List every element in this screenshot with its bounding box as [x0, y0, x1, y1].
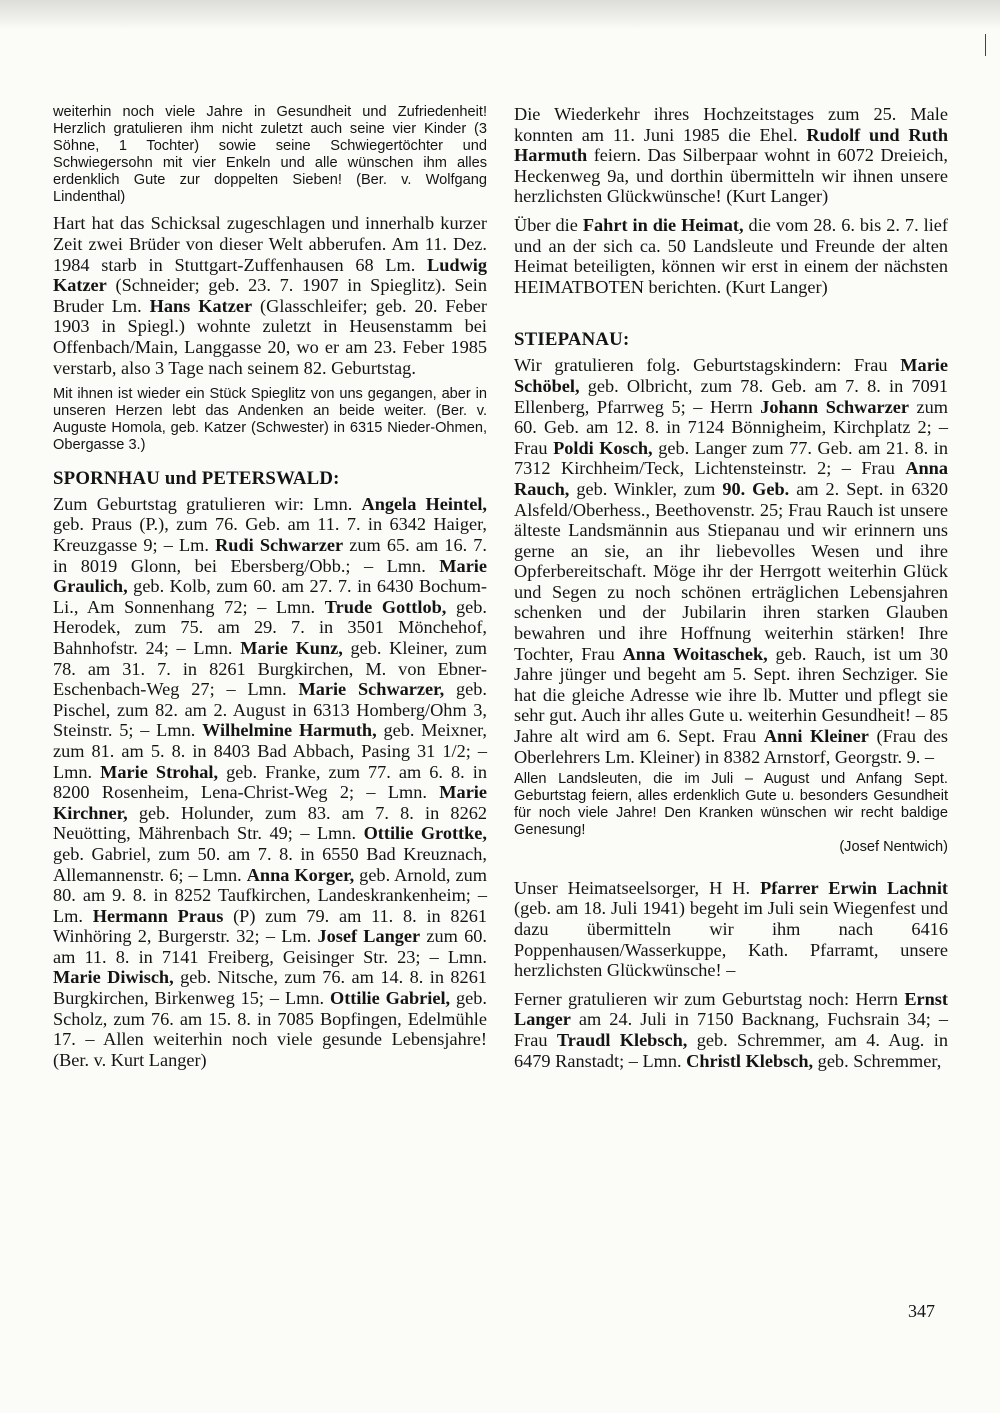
bold-name: Rudolf und Ruth Harmuth [514, 124, 948, 166]
text-run: Wir gratulieren folg. Geburtstagskindern: Frau [514, 355, 901, 376]
text-run: (P) zum 79. am 11. 8. in 8261 Winhöring 2, Burgerstr. 32; – Lm. [53, 905, 487, 947]
bold-name: Traudl Klebsch, [556, 1029, 688, 1050]
scan-mark [985, 34, 991, 56]
bold-name: Hermann Praus [92, 905, 224, 926]
paragraph-homeland-trip [514, 215, 948, 297]
bold-name: Ottilie Grottke, [363, 823, 487, 844]
signature-nentwich: (Josef Nentwich) [839, 838, 948, 855]
bold-name: 90. Geb. [722, 478, 790, 499]
bold-name: Christl Klebsch, [686, 1050, 814, 1071]
text-run: geb. Schremmer, [813, 1050, 942, 1071]
text-run: zum 60. am 11. 8. in 7141 Freiberg, Geisinger Str. 23; – Lmn. [53, 926, 488, 967]
text-run: am 2. Sept. in 6320 Alsfeld/Oberhess., Beethovenstr. 25; Frau Rauch ist unsere älteste Landsmännin aus Stiepanau und wir erinnern uns gerne an sie, an ihr liebevolles Wesen und ihre Opferbereitschaft. Möge ihr der Herrgott weiterhin Glück und Segen zu noch schönen erträglichen Lebensjahren schenken und der Jubilarin ihren starken Glauben bewahren und ihre Hoffnung weiterhin stärken! Ihre Tochter, Frau [514, 478, 948, 664]
bold-name: Pfarrer Erwin Lachnit [760, 877, 948, 898]
scan-shadow [0, 0, 1000, 30]
text-run: zum 60. Geb. am 12. 8. in 7124 Bönnigheim, Kirchplatz 2; – Frau [514, 396, 948, 458]
bold-name: Marie Kirchner, [53, 782, 487, 823]
bold-name: Fahrt in die Heimat, [582, 214, 744, 235]
bold-name: Johann Schwarzer [760, 396, 909, 417]
text-run: geb. Arnold, zum 80. am 9. 8. in 8252 Taufkirchen, Landeskrankenheim; – Lm. [53, 864, 487, 926]
bold-name: Marie Strohal, [100, 761, 219, 782]
bold-name: Josef Langer [317, 926, 421, 947]
paragraph-pfarrer-lachnit [514, 878, 948, 981]
right-column [514, 104, 948, 1071]
text-run: am 24. Juli in 7150 Backnang, Fuchsrain 34; – Frau [514, 1009, 948, 1050]
bold-name: Marie Schwarzer, [298, 679, 445, 700]
bold-name: Ottilie Gabriel, [329, 988, 451, 1009]
bold-name: Marie Kunz, [240, 637, 343, 658]
text-run: Ferner gratulieren wir zum Geburtstag noch: Herrn [514, 988, 905, 1009]
text-run: geb. Scholz, zum 76. am 15. 8. in 7085 Bopfingen, Edelmühle 17. – Allen weiterhin noch viele gesunde Lebensjahre! (Ber. v. Kurt Langer) [53, 988, 487, 1070]
text-run: geb. Kleiner, zum 78. am 31. 7. in 8261 Burgkirchen, M. von Ebner-Eschenbach-Weg 27; – Lmn. [53, 637, 488, 700]
text-run: geb. Schremmer, am 4. Aug. in 6479 Ranstadt; – Lmn. [514, 1029, 948, 1071]
paragraph-homola-report [53, 386, 487, 454]
text-run: Allen Landsleuten, die im Juli – August und Anfang Sept. Geburtstag feiern, alles erdenklich Gute u. besonders Gesundheit für noch viele Jahre! Den Kranken wünschen wir recht baldige Genesung! [514, 771, 948, 838]
text-run: geb. Pischel, zum 82. am 2. August in 6313 Homberg/Ohm 3, Steinstr. 5; – Lmn. [53, 679, 487, 741]
section-heading-spornhau: SPORNHAU und PETERSWALD: [53, 467, 340, 489]
text-run: Über die [514, 214, 583, 235]
text-run: geb. Herodek, zum 75. am 29. 7. in 3501 Mönchehof, Bahnhofstr. 24; – Lmn. [53, 596, 487, 658]
text-run: geb. Rauch, ist um 30 Jahre jünger und begeht am 5. Sept. ihren Sechziger. Sie hat die gleiche Adresse wie ihre lb. Mutter und pflegt sie sehr gut. Auch ihr alles Gute u. weiterhin Gesundheit! – 85 Jahre alt wird am 6. Sept. Frau [514, 643, 948, 747]
paragraph-lindenthal [53, 104, 487, 205]
text-run: geb. Winkler, zum [569, 478, 723, 499]
bold-name: Anna Rauch, [514, 458, 948, 499]
page-number: 347 [908, 1301, 935, 1321]
bold-name: Poldi Kosch, [553, 437, 653, 458]
paragraph-spornhau-birthdays [53, 494, 487, 1071]
text-run: geb. Meixner, zum 81. am 5. 8. in 8403 Bad Abbach, Pasing 31 1/2; – Lmn. [53, 720, 487, 782]
text-run: Zum Geburtstag gratulieren wir: Lmn. [53, 493, 362, 514]
bold-name: Anna Korger, [246, 864, 355, 885]
bold-name: Marie Graulich, [53, 555, 487, 597]
text-run: geb. Olbricht, zum 78. Geb. am 7. 8. in 7091 Ellenberg, Pfarrweg 5; – Herrn [514, 375, 948, 417]
text-run: Unser Heimatseelsorger, H H. [514, 877, 761, 898]
bold-name: Marie Diwisch, [53, 967, 174, 988]
text-run: Mit ihnen ist wieder ein Stück Spieglitz von uns gegangen, aber in unseren Herzen lebt das Andenken an beide weiter. (Ber. v. Auguste Homola, geb. Katzer (Schwester) in 6315 Nieder-Ohmen, Obergasse 3.) [53, 386, 487, 453]
text-run: geb. Langer zum 77. Geb. am 21. 8. in 7312 Kirchheim/Teck, Lichtensteinstr. 2; – Frau [514, 437, 948, 479]
text-run: weiterhin noch viele Jahre in Gesundheit und Zufriedenheit! Herzlich gratulieren ihm nicht zuletzt auch seine vier Kinder (3 Söhne, 1 Tochter) sowie seine Schwiegertöchter und Schwiegersohn mit vier Enkeln und alle wünschen ihm alles erdenklich Gute zur doppelten Sieben! (Ber. v. Wolfgang Lindenthal) [53, 104, 487, 205]
text-run: feiern. Das Silberpaar wohnt in 6072 Dreieich, Heckenweg 9a, und dorthin übermitteln wir ihnen unsere herzlichsten Glückwünsche! (Kurt Langer) [514, 145, 948, 207]
text-run: geb. Kolb, zum 60. am 27. 7. in 6430 Bochum-Li., Am Sonnenhang 72; – Lmn. [53, 576, 487, 617]
text-run: Hart hat das Schicksal zugeschlagen und innerhalb kurzer Zeit zwei Brüder von dieser Welt abberufen. Am 11. Dez. 1984 starb in Stuttgart-Zuffenhausen 68 Lm. [53, 213, 487, 275]
bold-name: Rudi Schwarzer [215, 535, 344, 555]
text-run: (Glasschleifer; geb. 20. Feber 1903 in Spiegl.) wohnte zuletzt in Heusenstamm bei Offenbach/Main, Langgasse 20, wo er am 23. Feber 1985 verstarb, also 3 Tage nach seinem 82. Geburtstag. [53, 295, 487, 378]
bold-name: Ernst Langer [514, 988, 948, 1030]
text-run: geb. Gabriel, zum 50. am 7. 8. in 6550 Bad Kreuznach, Allemannenstr. 6; – Lmn. [53, 843, 487, 885]
bold-name: Hans Katzer [149, 295, 253, 316]
left-column [53, 104, 487, 1070]
text-run: geb. Praus (P.), zum 76. Geb. am 11. 7. in 6342 Haiger, Kreuzgasse 9; – Lm. [53, 514, 487, 555]
text-run: (geb. am 18. Juli 1941) begeht im Juli sein Wiegenfest und dazu übermitteln wir ihm nach 6416 Poppenhausen/Wasserkuppe, Kath. Pfarramt, unsere herzlichsten Glückwünsche! – [514, 898, 948, 981]
bold-name: Trude Gottlob, [324, 596, 447, 617]
text-run: Die Wiederkehr ihres Hochzeitstages zum 25. Male konnten am 11. Juni 1985 die Ehel. [514, 104, 948, 145]
text-run: geb. Franke, zum 77. am 6. 8. in 8200 Rosenheim, Lena-Christ-Weg 2; – Lmn. [53, 761, 487, 803]
text-run: die vom 28. 6. bis 2. 7. lief und an der sich ca. 50 Landsleute und Freunde der alten Heimat beteiligten, können wir erst in einem der nächsten HEIMATBOTEN berichten. (Kurt Langer) [514, 214, 948, 297]
text-run: (Frau des Oberlehrers Lm. Kleiner) in 8382 Arnstorf, Georgstr. 9. – [514, 726, 948, 767]
text-run: (Schneider; geb. 23. 7. 1907 in Spieglitz). Sein Bruder Lm. [53, 275, 487, 316]
paragraph-further-birthdays [514, 989, 948, 1071]
bold-name: Anna Woitaschek, [622, 643, 768, 664]
bold-name: Anni Kleiner [763, 726, 869, 747]
text-run: zum 65. am 16. 7. in 8019 Glonn, bei Ebersberg/Obb.; – Lmn. [53, 535, 487, 576]
bold-name: Angela Heintel, [361, 493, 487, 514]
paragraph-nentwich-wishes [514, 771, 948, 839]
bold-name: Ludwig Katzer [53, 254, 487, 296]
bold-name: Wilhelmine Harmuth, [202, 720, 377, 741]
paragraph-katzer-obituary [53, 213, 487, 378]
paragraph-stiepanau-birthdays [514, 355, 948, 767]
bold-name: Marie Schöbel, [514, 355, 948, 396]
text-run: geb. Nitsche, zum 76. am 14. 8. in 8261 Burgkirchen, Birkenweg 15; – Lmn. [53, 967, 487, 1009]
text-run: geb. Holunder, zum 83. am 7. 8. in 8262 Neuötting, Mährenbach Str. 49; – Lmn. [53, 802, 487, 844]
paragraph-silver-wedding [514, 104, 948, 207]
section-heading-stiepanau: STIEPANAU: [514, 329, 630, 351]
